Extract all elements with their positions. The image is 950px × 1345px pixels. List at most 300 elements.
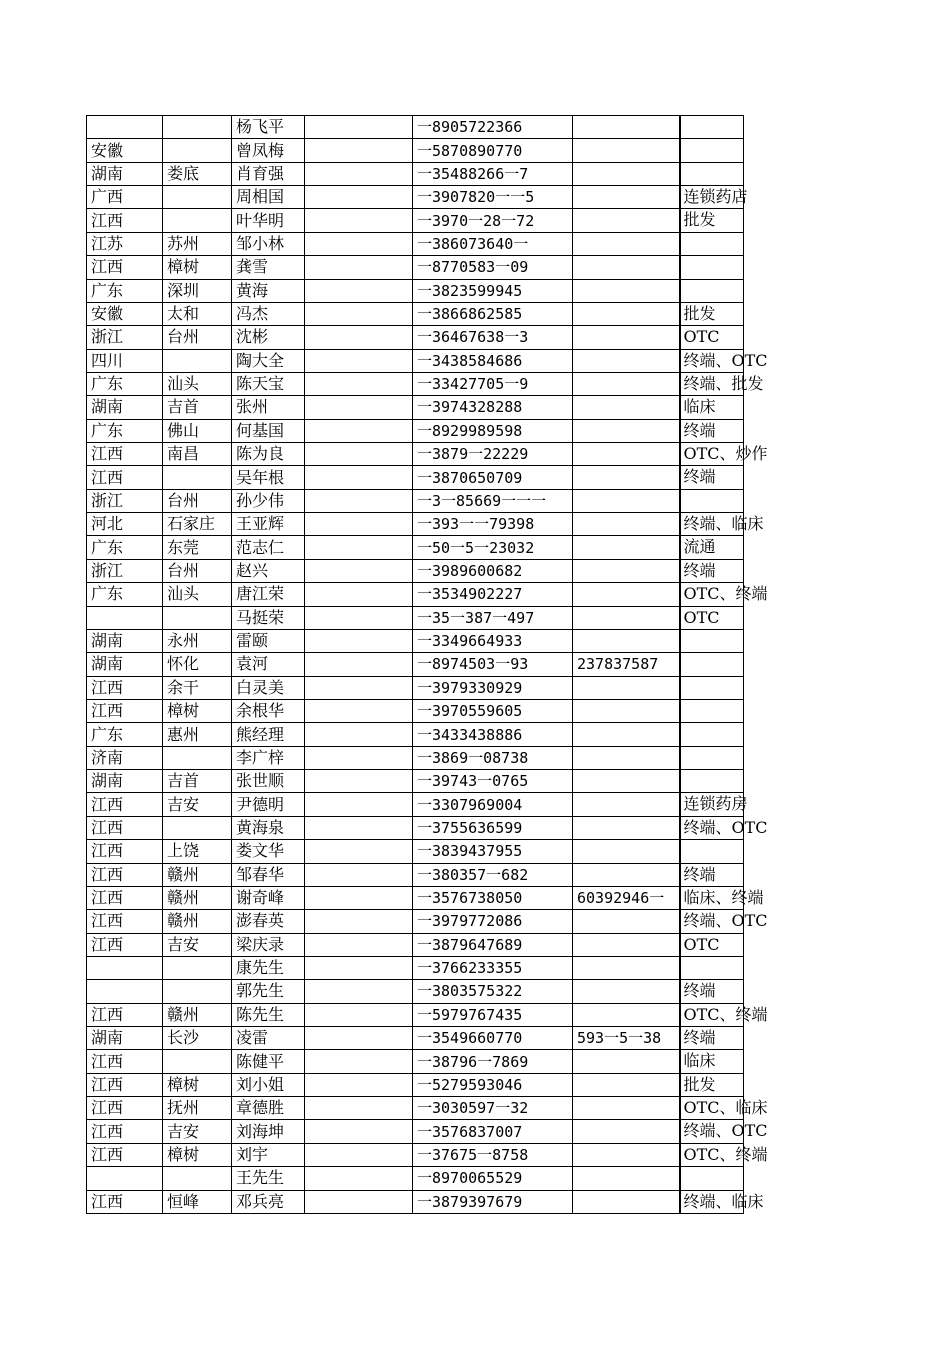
name-cell[interactable]: 黄海泉	[232, 816, 305, 839]
category-cell[interactable]	[680, 513, 764, 536]
extra-phone-cell[interactable]	[573, 1097, 680, 1120]
category-cell[interactable]	[680, 116, 744, 139]
blank-cell[interactable]	[305, 302, 413, 325]
phone-cell[interactable]: 一35488266一7	[413, 162, 573, 185]
extra-phone-cell[interactable]	[573, 1143, 680, 1166]
city-cell[interactable]	[163, 139, 232, 162]
category-cell[interactable]	[680, 863, 744, 886]
phone-cell[interactable]: 一8929989598	[413, 419, 573, 442]
phone-cell[interactable]: 一3866862585	[413, 302, 573, 325]
province-cell[interactable]: 江西	[87, 256, 163, 279]
phone-cell[interactable]: 一3989600682	[413, 559, 573, 582]
province-cell[interactable]: 江西	[87, 676, 163, 699]
province-cell[interactable]: 四川	[87, 349, 163, 372]
name-cell[interactable]: 章德胜	[232, 1097, 305, 1120]
name-cell[interactable]: 王先生	[232, 1167, 305, 1190]
province-cell[interactable]: 浙江	[87, 559, 163, 582]
name-cell[interactable]: 肖育强	[232, 162, 305, 185]
city-cell[interactable]: 樟树	[163, 1073, 232, 1096]
blank-cell[interactable]	[305, 606, 413, 629]
name-cell[interactable]: 冯杰	[232, 302, 305, 325]
city-cell[interactable]: 吉安	[163, 1120, 232, 1143]
name-cell[interactable]: 尹德明	[232, 793, 305, 816]
province-cell[interactable]: 湖南	[87, 396, 163, 419]
extra-phone-cell[interactable]	[573, 699, 680, 722]
extra-phone-cell[interactable]	[573, 863, 680, 886]
city-cell[interactable]	[163, 606, 232, 629]
province-cell[interactable]: 江西	[87, 699, 163, 722]
province-cell[interactable]: 江西	[87, 1143, 163, 1166]
category-cell[interactable]	[680, 1143, 768, 1166]
phone-cell[interactable]: 一386073640一	[413, 232, 573, 255]
city-cell[interactable]: 太和	[163, 302, 232, 325]
name-cell[interactable]: 余根华	[232, 699, 305, 722]
province-cell[interactable]: 河北	[87, 513, 163, 536]
phone-cell[interactable]: 一3879647689	[413, 933, 573, 956]
name-cell[interactable]: 娄文华	[232, 840, 305, 863]
province-cell[interactable]: 江西	[87, 863, 163, 886]
city-cell[interactable]	[163, 116, 232, 139]
province-cell[interactable]: 浙江	[87, 326, 163, 349]
city-cell[interactable]: 怀化	[163, 653, 232, 676]
blank-cell[interactable]	[305, 162, 413, 185]
name-cell[interactable]: 叶华明	[232, 209, 305, 232]
category-cell[interactable]	[680, 583, 768, 606]
blank-cell[interactable]	[305, 396, 413, 419]
blank-cell[interactable]	[305, 232, 413, 255]
province-cell[interactable]: 江西	[87, 1120, 163, 1143]
province-cell[interactable]: 广东	[87, 279, 163, 302]
extra-phone-cell[interactable]	[573, 209, 680, 232]
extra-phone-cell[interactable]	[573, 186, 680, 209]
phone-cell[interactable]: 一393一一79398	[413, 513, 573, 536]
extra-phone-cell[interactable]	[573, 559, 680, 582]
category-cell[interactable]	[680, 279, 744, 302]
blank-cell[interactable]	[305, 770, 413, 793]
blank-cell[interactable]	[305, 372, 413, 395]
phone-cell[interactable]: 一3823599945	[413, 279, 573, 302]
province-cell[interactable]: 江西	[87, 910, 163, 933]
category-cell[interactable]	[680, 606, 744, 629]
city-cell[interactable]	[163, 956, 232, 979]
blank-cell[interactable]	[305, 209, 413, 232]
phone-cell[interactable]: 一3879一22229	[413, 443, 573, 466]
extra-phone-cell[interactable]	[573, 1190, 680, 1213]
phone-cell[interactable]: 一3970一28一72	[413, 209, 573, 232]
extra-phone-cell[interactable]	[573, 489, 680, 512]
province-cell[interactable]: 湖南	[87, 1027, 163, 1050]
name-cell[interactable]: 刘小姐	[232, 1073, 305, 1096]
phone-cell[interactable]: 一8905722366	[413, 116, 573, 139]
extra-phone-cell[interactable]	[573, 723, 680, 746]
province-cell[interactable]: 江西	[87, 443, 163, 466]
city-cell[interactable]	[163, 349, 232, 372]
category-cell[interactable]	[680, 302, 744, 325]
province-cell[interactable]: 广西	[87, 186, 163, 209]
phone-cell[interactable]: 一3755636599	[413, 816, 573, 839]
name-cell[interactable]: 张世顺	[232, 770, 305, 793]
blank-cell[interactable]	[305, 559, 413, 582]
blank-cell[interactable]	[305, 186, 413, 209]
name-cell[interactable]: 范志仁	[232, 536, 305, 559]
city-cell[interactable]: 余干	[163, 676, 232, 699]
province-cell[interactable]: 广东	[87, 419, 163, 442]
extra-phone-cell[interactable]	[573, 302, 680, 325]
category-cell[interactable]	[680, 489, 744, 512]
extra-phone-cell[interactable]	[573, 910, 680, 933]
name-cell[interactable]: 雷颐	[232, 629, 305, 652]
name-cell[interactable]: 康先生	[232, 956, 305, 979]
extra-phone-cell[interactable]	[573, 256, 680, 279]
blank-cell[interactable]	[305, 1143, 413, 1166]
province-cell[interactable]: 湖南	[87, 770, 163, 793]
blank-cell[interactable]	[305, 139, 413, 162]
city-cell[interactable]: 赣州	[163, 910, 232, 933]
category-cell[interactable]	[680, 349, 768, 372]
blank-cell[interactable]	[305, 699, 413, 722]
blank-cell[interactable]	[305, 816, 413, 839]
name-cell[interactable]: 张州	[232, 396, 305, 419]
name-cell[interactable]: 孙少伟	[232, 489, 305, 512]
category-cell[interactable]	[680, 536, 744, 559]
province-cell[interactable]: 江西	[87, 1003, 163, 1026]
blank-cell[interactable]	[305, 443, 413, 466]
city-cell[interactable]: 台州	[163, 559, 232, 582]
blank-cell[interactable]	[305, 723, 413, 746]
extra-phone-cell[interactable]	[573, 139, 680, 162]
province-cell[interactable]: 江西	[87, 886, 163, 909]
extra-phone-cell[interactable]	[573, 372, 680, 395]
province-cell[interactable]: 湖南	[87, 162, 163, 185]
category-cell[interactable]	[680, 699, 744, 722]
blank-cell[interactable]	[305, 279, 413, 302]
city-cell[interactable]: 惠州	[163, 723, 232, 746]
extra-phone-cell[interactable]	[573, 746, 680, 769]
phone-cell[interactable]: 一3433438886	[413, 723, 573, 746]
category-cell[interactable]	[680, 396, 744, 419]
city-cell[interactable]: 樟树	[163, 1143, 232, 1166]
name-cell[interactable]: 刘宇	[232, 1143, 305, 1166]
extra-phone-cell[interactable]	[573, 956, 680, 979]
name-cell[interactable]: 吴年根	[232, 466, 305, 489]
extra-phone-cell[interactable]	[573, 232, 680, 255]
blank-cell[interactable]	[305, 1050, 413, 1073]
city-cell[interactable]: 吉安	[163, 933, 232, 956]
province-cell[interactable]: 广东	[87, 372, 163, 395]
name-cell[interactable]: 刘海坤	[232, 1120, 305, 1143]
phone-cell[interactable]: 一3839437955	[413, 840, 573, 863]
city-cell[interactable]: 恒峰	[163, 1190, 232, 1213]
phone-cell[interactable]: 一36467638一3	[413, 326, 573, 349]
province-cell[interactable]: 广东	[87, 536, 163, 559]
blank-cell[interactable]	[305, 1027, 413, 1050]
extra-phone-cell[interactable]	[573, 396, 680, 419]
phone-cell[interactable]: 一3869一08738	[413, 746, 573, 769]
blank-cell[interactable]	[305, 256, 413, 279]
blank-cell[interactable]	[305, 1003, 413, 1026]
phone-cell[interactable]: 一3879397679	[413, 1190, 573, 1213]
extra-phone-cell[interactable]	[573, 162, 680, 185]
province-cell[interactable]: 江西	[87, 209, 163, 232]
name-cell[interactable]: 陶大全	[232, 349, 305, 372]
blank-cell[interactable]	[305, 1073, 413, 1096]
blank-cell[interactable]	[305, 349, 413, 372]
phone-cell[interactable]: 一3803575322	[413, 980, 573, 1003]
extra-phone-cell[interactable]	[573, 326, 680, 349]
name-cell[interactable]: 龚雪	[232, 256, 305, 279]
province-cell[interactable]: 安徽	[87, 302, 163, 325]
city-cell[interactable]	[163, 746, 232, 769]
province-cell[interactable]: 江西	[87, 816, 163, 839]
name-cell[interactable]: 唐江荣	[232, 583, 305, 606]
blank-cell[interactable]	[305, 489, 413, 512]
name-cell[interactable]: 澎春英	[232, 910, 305, 933]
category-cell[interactable]	[680, 232, 744, 255]
name-cell[interactable]: 梁庆录	[232, 933, 305, 956]
city-cell[interactable]: 台州	[163, 326, 232, 349]
extra-phone-cell[interactable]	[573, 466, 680, 489]
phone-cell[interactable]: 一3979772086	[413, 910, 573, 933]
blank-cell[interactable]	[305, 910, 413, 933]
province-cell[interactable]: 江西	[87, 840, 163, 863]
province-cell[interactable]: 安徽	[87, 139, 163, 162]
province-cell[interactable]: 广东	[87, 723, 163, 746]
city-cell[interactable]: 佛山	[163, 419, 232, 442]
category-cell[interactable]	[680, 1190, 764, 1213]
extra-phone-cell[interactable]: 237837587	[573, 653, 680, 676]
category-cell[interactable]	[680, 1097, 768, 1120]
blank-cell[interactable]	[305, 933, 413, 956]
category-cell[interactable]	[680, 676, 744, 699]
name-cell[interactable]: 赵兴	[232, 559, 305, 582]
city-cell[interactable]	[163, 980, 232, 1003]
name-cell[interactable]: 熊经理	[232, 723, 305, 746]
category-cell[interactable]	[680, 746, 744, 769]
province-cell[interactable]: 江西	[87, 1050, 163, 1073]
city-cell[interactable]: 上饶	[163, 840, 232, 863]
category-cell[interactable]	[680, 1073, 744, 1096]
category-cell[interactable]	[680, 933, 744, 956]
extra-phone-cell[interactable]	[573, 349, 680, 372]
category-cell[interactable]	[680, 1167, 744, 1190]
extra-phone-cell[interactable]	[573, 1050, 680, 1073]
extra-phone-cell[interactable]	[573, 583, 680, 606]
category-cell[interactable]	[680, 186, 748, 209]
city-cell[interactable]: 吉安	[163, 793, 232, 816]
phone-cell[interactable]: 一3349664933	[413, 629, 573, 652]
blank-cell[interactable]	[305, 840, 413, 863]
province-cell[interactable]: 江西	[87, 466, 163, 489]
extra-phone-cell[interactable]	[573, 840, 680, 863]
extra-phone-cell[interactable]	[573, 793, 680, 816]
city-cell[interactable]	[163, 186, 232, 209]
name-cell[interactable]: 袁河	[232, 653, 305, 676]
name-cell[interactable]: 郭先生	[232, 980, 305, 1003]
province-cell[interactable]: 湖南	[87, 653, 163, 676]
category-cell[interactable]	[680, 443, 768, 466]
phone-cell[interactable]: 一3974328288	[413, 396, 573, 419]
category-cell[interactable]	[680, 840, 744, 863]
province-cell[interactable]	[87, 1167, 163, 1190]
extra-phone-cell[interactable]	[573, 933, 680, 956]
category-cell[interactable]	[680, 980, 744, 1003]
category-cell[interactable]	[680, 1120, 768, 1143]
extra-phone-cell[interactable]	[573, 1167, 680, 1190]
phone-cell[interactable]: 一3一85669一一一	[413, 489, 573, 512]
name-cell[interactable]: 陈健平	[232, 1050, 305, 1073]
blank-cell[interactable]	[305, 1167, 413, 1190]
extra-phone-cell[interactable]	[573, 536, 680, 559]
category-cell[interactable]	[680, 653, 744, 676]
category-cell[interactable]	[680, 886, 764, 909]
phone-cell[interactable]: 一39743一0765	[413, 770, 573, 793]
city-cell[interactable]: 汕头	[163, 583, 232, 606]
city-cell[interactable]: 台州	[163, 489, 232, 512]
city-cell[interactable]	[163, 816, 232, 839]
blank-cell[interactable]	[305, 863, 413, 886]
category-cell[interactable]	[680, 793, 748, 816]
name-cell[interactable]: 马挺荣	[232, 606, 305, 629]
extra-phone-cell[interactable]	[573, 513, 680, 536]
extra-phone-cell[interactable]	[573, 279, 680, 302]
extra-phone-cell[interactable]	[573, 980, 680, 1003]
extra-phone-cell[interactable]: 60392946一	[573, 886, 680, 909]
blank-cell[interactable]	[305, 793, 413, 816]
category-cell[interactable]	[680, 816, 768, 839]
blank-cell[interactable]	[305, 629, 413, 652]
category-cell[interactable]	[680, 1050, 744, 1073]
province-cell[interactable]	[87, 980, 163, 1003]
blank-cell[interactable]	[305, 956, 413, 979]
province-cell[interactable]: 江西	[87, 1190, 163, 1213]
city-cell[interactable]: 樟树	[163, 699, 232, 722]
phone-cell[interactable]: 一3576738050	[413, 886, 573, 909]
extra-phone-cell[interactable]	[573, 816, 680, 839]
category-cell[interactable]	[680, 162, 744, 185]
category-cell[interactable]	[680, 629, 744, 652]
name-cell[interactable]: 曾凤梅	[232, 139, 305, 162]
phone-cell[interactable]: 一3438584686	[413, 349, 573, 372]
name-cell[interactable]: 凌雷	[232, 1027, 305, 1050]
phone-cell[interactable]: 一5870890770	[413, 139, 573, 162]
blank-cell[interactable]	[305, 676, 413, 699]
extra-phone-cell[interactable]: 593一5一38	[573, 1027, 680, 1050]
phone-cell[interactable]: 一3549660770	[413, 1027, 573, 1050]
phone-cell[interactable]: 一3576837007	[413, 1120, 573, 1143]
city-cell[interactable]: 抚州	[163, 1097, 232, 1120]
name-cell[interactable]: 陈为良	[232, 443, 305, 466]
city-cell[interactable]: 樟树	[163, 256, 232, 279]
city-cell[interactable]: 汕头	[163, 372, 232, 395]
blank-cell[interactable]	[305, 116, 413, 139]
city-cell[interactable]: 苏州	[163, 232, 232, 255]
province-cell[interactable]: 浙江	[87, 489, 163, 512]
name-cell[interactable]: 白灵美	[232, 676, 305, 699]
blank-cell[interactable]	[305, 536, 413, 559]
phone-cell[interactable]: 一380357一682	[413, 863, 573, 886]
blank-cell[interactable]	[305, 326, 413, 349]
extra-phone-cell[interactable]	[573, 116, 680, 139]
category-cell[interactable]	[680, 770, 744, 793]
category-cell[interactable]	[680, 209, 744, 232]
category-cell[interactable]	[680, 1027, 744, 1050]
phone-cell[interactable]: 一50一5一23032	[413, 536, 573, 559]
extra-phone-cell[interactable]	[573, 1003, 680, 1026]
phone-cell[interactable]: 一5279593046	[413, 1073, 573, 1096]
city-cell[interactable]: 赣州	[163, 1003, 232, 1026]
category-cell[interactable]	[680, 1003, 768, 1026]
blank-cell[interactable]	[305, 1120, 413, 1143]
blank-cell[interactable]	[305, 746, 413, 769]
province-cell[interactable]: 江西	[87, 793, 163, 816]
city-cell[interactable]	[163, 1050, 232, 1073]
extra-phone-cell[interactable]	[573, 1120, 680, 1143]
province-cell[interactable]: 江西	[87, 933, 163, 956]
category-cell[interactable]	[680, 910, 768, 933]
province-cell[interactable]: 江苏	[87, 232, 163, 255]
province-cell[interactable]: 江西	[87, 1073, 163, 1096]
city-cell[interactable]: 吉首	[163, 770, 232, 793]
extra-phone-cell[interactable]	[573, 419, 680, 442]
phone-cell[interactable]: 一37675一8758	[413, 1143, 573, 1166]
blank-cell[interactable]	[305, 513, 413, 536]
name-cell[interactable]: 谢奇峰	[232, 886, 305, 909]
category-cell[interactable]	[680, 419, 744, 442]
blank-cell[interactable]	[305, 1097, 413, 1120]
province-cell[interactable]	[87, 956, 163, 979]
province-cell[interactable]	[87, 606, 163, 629]
city-cell[interactable]: 永州	[163, 629, 232, 652]
province-cell[interactable]: 湖南	[87, 629, 163, 652]
phone-cell[interactable]: 一33427705一9	[413, 372, 573, 395]
phone-cell[interactable]: 一38796一7869	[413, 1050, 573, 1073]
category-cell[interactable]	[680, 372, 764, 395]
city-cell[interactable]	[163, 466, 232, 489]
phone-cell[interactable]: 一3907820一一5	[413, 186, 573, 209]
province-cell[interactable]: 江西	[87, 1097, 163, 1120]
phone-cell[interactable]: 一8970065529	[413, 1167, 573, 1190]
blank-cell[interactable]	[305, 466, 413, 489]
name-cell[interactable]: 杨飞平	[232, 116, 305, 139]
name-cell[interactable]: 邹春华	[232, 863, 305, 886]
extra-phone-cell[interactable]	[573, 443, 680, 466]
blank-cell[interactable]	[305, 653, 413, 676]
name-cell[interactable]: 何基国	[232, 419, 305, 442]
category-cell[interactable]	[680, 559, 744, 582]
name-cell[interactable]: 沈彬	[232, 326, 305, 349]
blank-cell[interactable]	[305, 583, 413, 606]
extra-phone-cell[interactable]	[573, 676, 680, 699]
phone-cell[interactable]: 一3979330929	[413, 676, 573, 699]
phone-cell[interactable]: 一8974503一93	[413, 653, 573, 676]
blank-cell[interactable]	[305, 419, 413, 442]
city-cell[interactable]: 东莞	[163, 536, 232, 559]
name-cell[interactable]: 王亚辉	[232, 513, 305, 536]
city-cell[interactable]: 娄底	[163, 162, 232, 185]
extra-phone-cell[interactable]	[573, 606, 680, 629]
extra-phone-cell[interactable]	[573, 1073, 680, 1096]
city-cell[interactable]: 赣州	[163, 863, 232, 886]
name-cell[interactable]: 邓兵亮	[232, 1190, 305, 1213]
category-cell[interactable]	[680, 256, 744, 279]
city-cell[interactable]: 石家庄	[163, 513, 232, 536]
name-cell[interactable]: 李广梓	[232, 746, 305, 769]
phone-cell[interactable]: 一3307969004	[413, 793, 573, 816]
category-cell[interactable]	[680, 326, 744, 349]
city-cell[interactable]	[163, 1167, 232, 1190]
blank-cell[interactable]	[305, 980, 413, 1003]
blank-cell[interactable]	[305, 1190, 413, 1213]
